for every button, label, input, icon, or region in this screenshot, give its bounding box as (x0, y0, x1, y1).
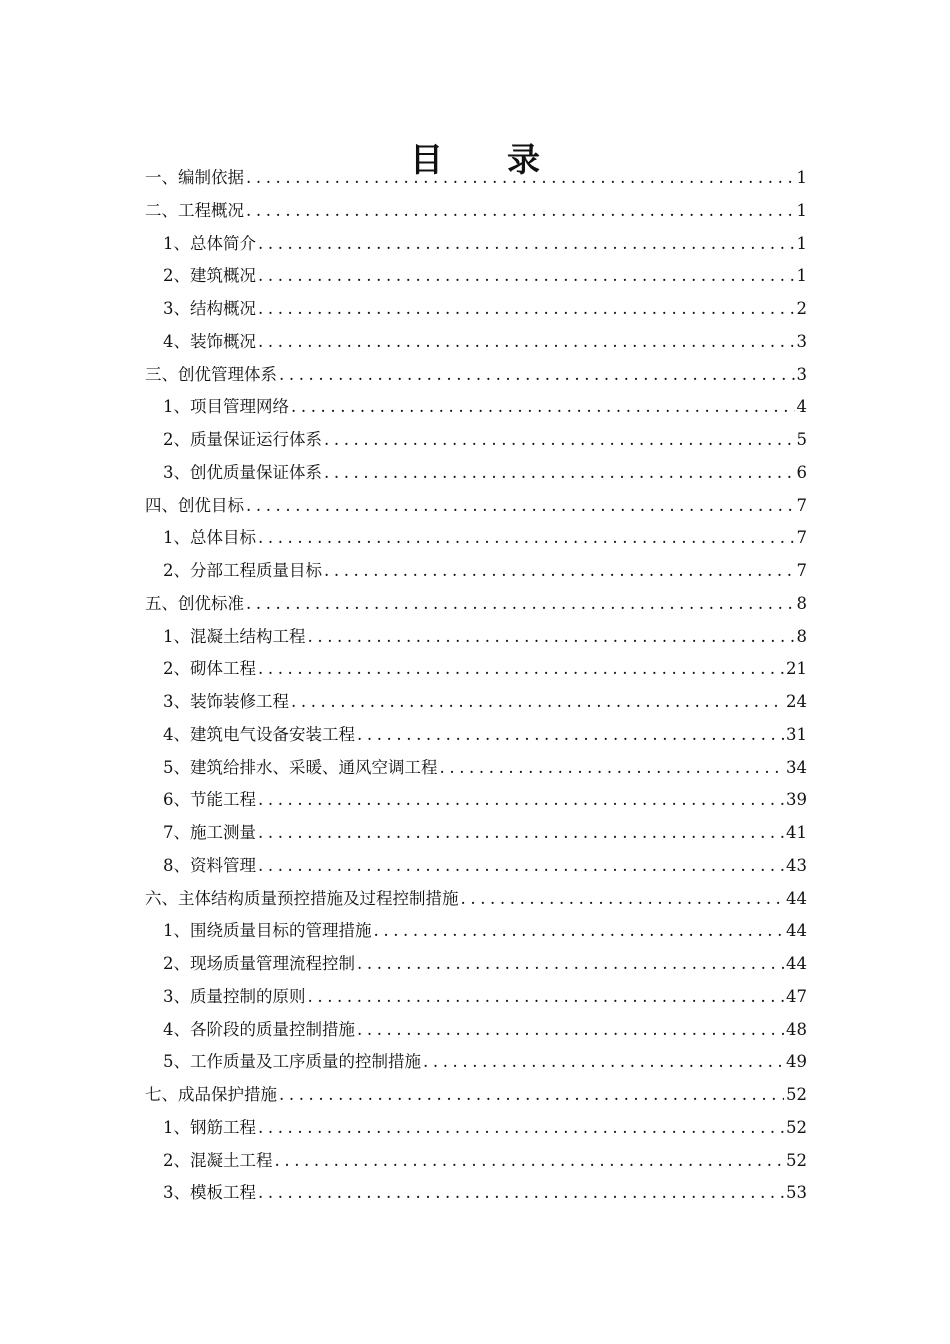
dot-leader (357, 1014, 784, 1047)
toc-entry-text: 4、建筑电气设备安装工程 (163, 724, 355, 744)
dot-leader (423, 1046, 784, 1079)
toc-entry[interactable] (145, 948, 807, 981)
toc-entry[interactable] (145, 915, 807, 948)
toc-entry[interactable] (145, 1112, 807, 1145)
page-title: 目录 (410, 140, 604, 180)
toc-entry-text: 2、砌体工程 (163, 659, 256, 679)
toc-entry[interactable] (145, 1177, 807, 1210)
toc-entry-text: 六、主体结构质量预控措施及过程控制措施 (145, 888, 459, 908)
toc-entry[interactable] (145, 490, 807, 523)
toc-page-number: 31 (786, 724, 807, 744)
toc-entry[interactable] (145, 817, 807, 850)
toc-entry-text: 4、各阶段的质量控制措施 (163, 1019, 355, 1039)
toc-page-number: 49 (786, 1052, 807, 1072)
toc-entry-text: 3、模板工程 (163, 1183, 256, 1203)
dot-leader (374, 915, 785, 948)
toc-entry-text: 5、工作质量及工序质量的控制措施 (163, 1052, 421, 1072)
dot-leader (308, 621, 795, 654)
toc-page-number: 7 (796, 561, 807, 580)
dot-leader (324, 424, 795, 457)
toc-entry-text: 五、创优标准 (145, 593, 244, 613)
toc-page-number: 44 (786, 954, 807, 973)
toc-entry-text: 3、结构概况 (163, 299, 256, 318)
toc-entry[interactable] (145, 981, 807, 1014)
toc-entry[interactable] (145, 784, 807, 817)
toc-entry-text: 三、创优管理体系 (145, 364, 277, 384)
toc-entry-text: 3、创优质量保证体系 (163, 462, 322, 482)
toc-page-number: 7 (796, 528, 807, 548)
toc-entry[interactable] (145, 588, 807, 621)
toc-entry[interactable] (145, 621, 807, 654)
toc-entry-text: 1、混凝土结构工程 (163, 626, 306, 646)
toc-entry[interactable] (145, 1145, 807, 1178)
toc-entry-text: 1、围绕质量目标的管理措施 (163, 921, 372, 941)
toc-entry[interactable] (145, 1079, 807, 1112)
toc-page-number: 43 (786, 855, 807, 875)
dot-leader (357, 719, 784, 752)
toc-page-number: 48 (786, 1019, 807, 1039)
toc-page-number: 1 (796, 266, 807, 286)
table-of-contents (145, 162, 807, 1210)
dot-leader (246, 162, 795, 195)
dot-leader (246, 490, 795, 523)
toc-page-number: 21 (786, 659, 807, 679)
dot-leader (291, 686, 784, 719)
toc-entry[interactable] (145, 424, 807, 457)
toc-page-number: 52 (786, 1117, 807, 1137)
dot-leader (275, 1145, 785, 1178)
toc-entry-text: 2、现场质量管理流程控制 (163, 954, 355, 973)
toc-entry[interactable] (145, 228, 807, 261)
toc-entry[interactable] (145, 293, 807, 326)
dot-leader (258, 326, 795, 359)
toc-entry[interactable] (145, 260, 807, 293)
toc-entry[interactable] (145, 555, 807, 588)
toc-entry-text: 二、工程概况 (145, 200, 244, 220)
toc-page-number: 39 (786, 790, 807, 810)
toc-page-number: 53 (786, 1183, 807, 1203)
dot-leader (258, 1177, 784, 1210)
toc-entry-text: 5、建筑给排水、采暖、通风空调工程 (163, 757, 438, 777)
toc-entry-text: 2、分部工程质量目标 (163, 561, 322, 580)
toc-entry[interactable] (145, 391, 807, 424)
dot-leader (246, 588, 795, 621)
dot-leader (258, 293, 795, 326)
dot-leader (291, 391, 795, 424)
toc-page-number: 3 (796, 364, 807, 384)
dot-leader (258, 1112, 784, 1145)
toc-entry[interactable] (145, 752, 807, 785)
dot-leader (258, 817, 784, 850)
toc-page-number: 41 (786, 823, 807, 842)
toc-entry[interactable] (145, 719, 807, 752)
toc-entry-text: 8、资料管理 (163, 855, 256, 875)
toc-page-number: 24 (786, 692, 807, 711)
toc-entry[interactable] (145, 457, 807, 490)
dot-leader (258, 260, 795, 293)
toc-entry[interactable] (145, 359, 807, 392)
dot-leader (279, 1079, 784, 1112)
toc-entry-text: 2、建筑概况 (163, 266, 256, 286)
dot-leader (258, 784, 784, 817)
toc-page-number: 52 (786, 1085, 807, 1104)
toc-page-number: 8 (796, 593, 807, 613)
toc-entry-text: 1、总体简介 (163, 233, 256, 253)
toc-entry-text: 1、项目管理网络 (163, 397, 289, 417)
dot-leader (258, 522, 795, 555)
toc-entry-text: 3、装饰装修工程 (163, 692, 289, 711)
toc-entry[interactable] (145, 653, 807, 686)
toc-page-number: 34 (786, 757, 807, 777)
toc-entry-text: 1、总体目标 (163, 528, 256, 548)
dot-leader (258, 850, 784, 883)
toc-page-number: 8 (796, 626, 807, 646)
toc-entry[interactable] (145, 326, 807, 359)
toc-page-number: 2 (796, 299, 807, 318)
toc-entry-text: 一、编制依据 (145, 168, 244, 187)
dot-leader (308, 981, 785, 1014)
dot-leader (246, 195, 795, 228)
dot-leader (357, 948, 784, 981)
dot-leader (258, 228, 795, 261)
toc-page-number: 3 (796, 331, 807, 351)
toc-page-number: 47 (786, 986, 807, 1006)
toc-page-number: 1 (796, 233, 807, 253)
toc-page-number: 44 (786, 888, 807, 908)
dot-leader (258, 653, 784, 686)
toc-entry[interactable] (145, 195, 807, 228)
toc-page-number: 6 (796, 462, 807, 482)
toc-page-number: 1 (796, 200, 807, 220)
toc-entry-text: 4、装饰概况 (163, 331, 256, 351)
toc-entry[interactable] (145, 1014, 807, 1047)
dot-leader (324, 555, 795, 588)
toc-entry[interactable] (145, 162, 807, 195)
dot-leader (324, 457, 795, 490)
toc-entry-text: 2、混凝土工程 (163, 1150, 273, 1170)
toc-entry-text: 3、质量控制的原则 (163, 986, 306, 1006)
toc-page-number: 7 (796, 495, 807, 515)
toc-page-number: 52 (786, 1150, 807, 1170)
dot-leader (440, 752, 785, 785)
toc-entry-text: 七、成品保护措施 (145, 1085, 277, 1104)
toc-entry[interactable] (145, 1046, 807, 1079)
toc-entry-text: 6、节能工程 (163, 790, 256, 810)
toc-entry-text: 2、质量保证运行体系 (163, 430, 322, 449)
toc-entry-text: 四、创优目标 (145, 495, 244, 515)
dot-leader (279, 359, 795, 392)
toc-entry[interactable] (145, 686, 807, 719)
toc-page-number: 44 (786, 921, 807, 941)
toc-entry-text: 1、钢筋工程 (163, 1117, 256, 1137)
toc-page-number: 1 (796, 168, 807, 187)
toc-entry-text: 7、施工测量 (163, 823, 256, 842)
toc-entry[interactable] (145, 522, 807, 555)
dot-leader (461, 883, 785, 916)
toc-page-number: 4 (796, 397, 807, 417)
toc-entry[interactable] (145, 850, 807, 883)
toc-page-number: 5 (796, 430, 807, 449)
toc-entry[interactable] (145, 883, 807, 916)
